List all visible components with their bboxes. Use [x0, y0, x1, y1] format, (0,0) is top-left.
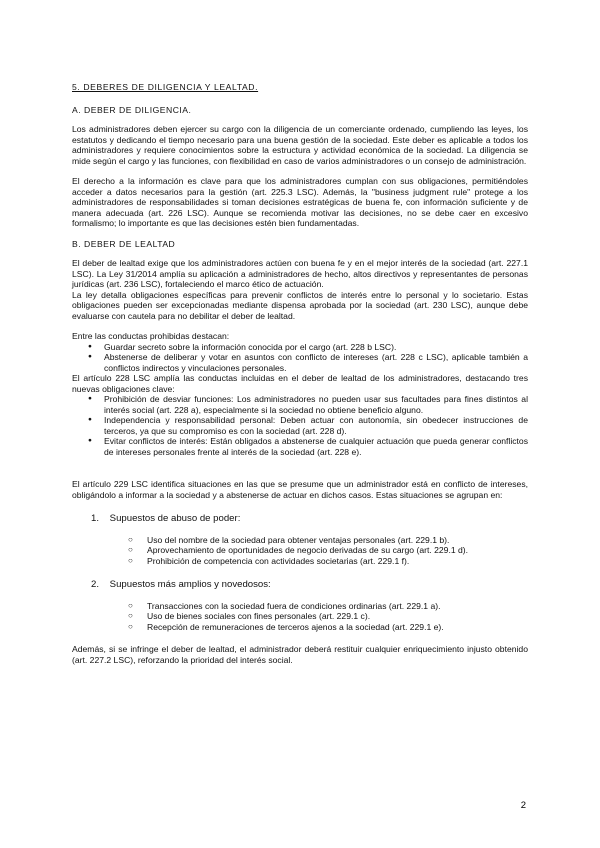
group2-title: Supuestos más amplios y novedosos:	[109, 579, 271, 590]
prohibited-list	[72, 342, 528, 374]
list-item: ● Independencia y responsabilidad personal: Deben actuar con autonomía, sin obedecer instrucciones de terceros, ya que su compromiso es con la sociedad (art. 228 d).	[92, 415, 528, 436]
group1-number: 1.	[91, 513, 100, 524]
paragraph-conflicts: La ley detalla obligaciones específicas para prevenir conflictos de interés entre lo personal y lo societario. Estas obligaciones pueden ser excepcionadas mediante dispensa aprobada por la sociedad (art. 230 LSC), aunque debe evaluarse con cautela para no debilitar el deber de lealtad.	[72, 289, 528, 321]
list-item: ● Abstenerse de deliberar y votar en asuntos con conflicto de intereses (art. 228 c LSC), aplicable también a conflictos indirectos y vinculaciones personales.	[92, 352, 528, 373]
prohibited-intro: Entre las conductas prohibidas destacan:	[72, 331, 230, 341]
article-229-paragraph: El artículo 229 LSC identifica situaciones en las que se presume que un administrador está en conflicto de intereses, obligándolo a informar a la sociedad y a abstenerse de actuar en dichos casos. Estas situaciones se agrupan en:	[72, 479, 528, 500]
page-number: 2	[520, 800, 526, 811]
obligations-list	[72, 394, 528, 457]
paragraph-information-right: El derecho a la información es clave para que los administradores cumplan con sus obligaciones, permitiéndoles acceder a datos necesarios para la gestión (art. 225.3 LSC). Además, la "business judgment rule" protege a los administradores de responsabilidades si toman decisiones estratégicas de buena fe, con información suficiente y de manera adecuada (art. 226 LSC). Aunque se recomienda motivar las decisiones, no se debe caer en excesivo formalismo; lo importante es que las decisiones estén bien fundamentadas.	[72, 176, 528, 228]
list-item: ● Prohibición de desviar funciones: Los administradores no pueden usar sus facultades para fines distintos al interés social (art. 228 a), especialmente si la sociedad no obtiene beneficio alguno.	[92, 394, 528, 415]
list-item: ○ Transacciones con la sociedad fuera de condiciones ordinarias (art. 229.1 a).	[128, 601, 528, 612]
list-item: ○ Prohibición de competencia con actividades societarias (art. 229.1 f).	[128, 556, 528, 567]
list-item: ○ Recepción de remuneraciones de terceros ajenos a la sociedad (art. 229.1 e).	[128, 622, 528, 633]
group2-list	[72, 601, 528, 633]
article-228-intro: El artículo 228 LSC amplía las conductas incluidas en el deber de lealtad de los administradores, destacando tres nuevas obligaciones clave:	[72, 373, 528, 394]
subsection-a-title: A. DEBER DE DILIGENCIA.	[72, 104, 192, 115]
paragraph-loyalty: El deber de lealtad exige que los administradores actúen con buena fe y en el mejor interés de la sociedad (art. 227.1 LSC). La Ley 31/2014 amplía su aplicación a administradores de hecho, altos directivos y representantes de personas jurídicas (art. 236 LSC), fortaleciendo el marco ético de actuación.	[72, 258, 528, 289]
list-item: ● Guardar secreto sobre la información conocida por el cargo (art. 228 b LSC).	[92, 342, 528, 353]
subsection-b-title: B. DEBER DE LEALTAD	[72, 238, 176, 249]
group1-heading	[91, 514, 528, 525]
list-item: ○ Aprovechamiento de oportunidades de negocio derivadas de su cargo (art. 229.1 d).	[128, 545, 528, 556]
list-item: ● Evitar conflictos de interés: Están obligados a abstenerse de cualquier actuación que pueda generar conflictos de intereses personales frente al interés de la sociedad (art. 228 e).	[92, 436, 528, 457]
section-title: 5. DEBERES DE DILIGENCIA Y LEALTAD.	[72, 82, 259, 92]
group1-list	[72, 535, 528, 567]
list-item: ○ Uso de bienes sociales con fines personales (art. 229.1 c).	[128, 611, 528, 622]
group2-number: 2.	[91, 579, 100, 590]
closing-paragraph: Además, si se infringe el deber de lealtad, el administrador deberá restituir cualquier enriquecimiento injusto obtenido (art. 227.2 LSC), reforzando la prioridad del interés social.	[72, 644, 528, 665]
paragraph-diligence: Los administradores deben ejercer su cargo con la diligencia de un comerciante ordenado, cumpliendo las leyes, los estatutos y dedicando el tiempo necesario para una buena gestión de la sociedad. Este deber es aplicable a todos los administradores y requiere conocimientos sobre la estructura y actividad económica de la sociedad. La diligencia se mide según el cargo y las funciones, con flexibilidad en caso de varios administradores o un consejo de administración.	[72, 124, 528, 166]
group1-title: Supuestos de abuso de poder:	[109, 513, 241, 524]
list-item: ○ Uso del nombre de la sociedad para obtener ventajas personales (art. 229.1 b).	[128, 535, 528, 546]
group2-heading	[91, 580, 528, 591]
